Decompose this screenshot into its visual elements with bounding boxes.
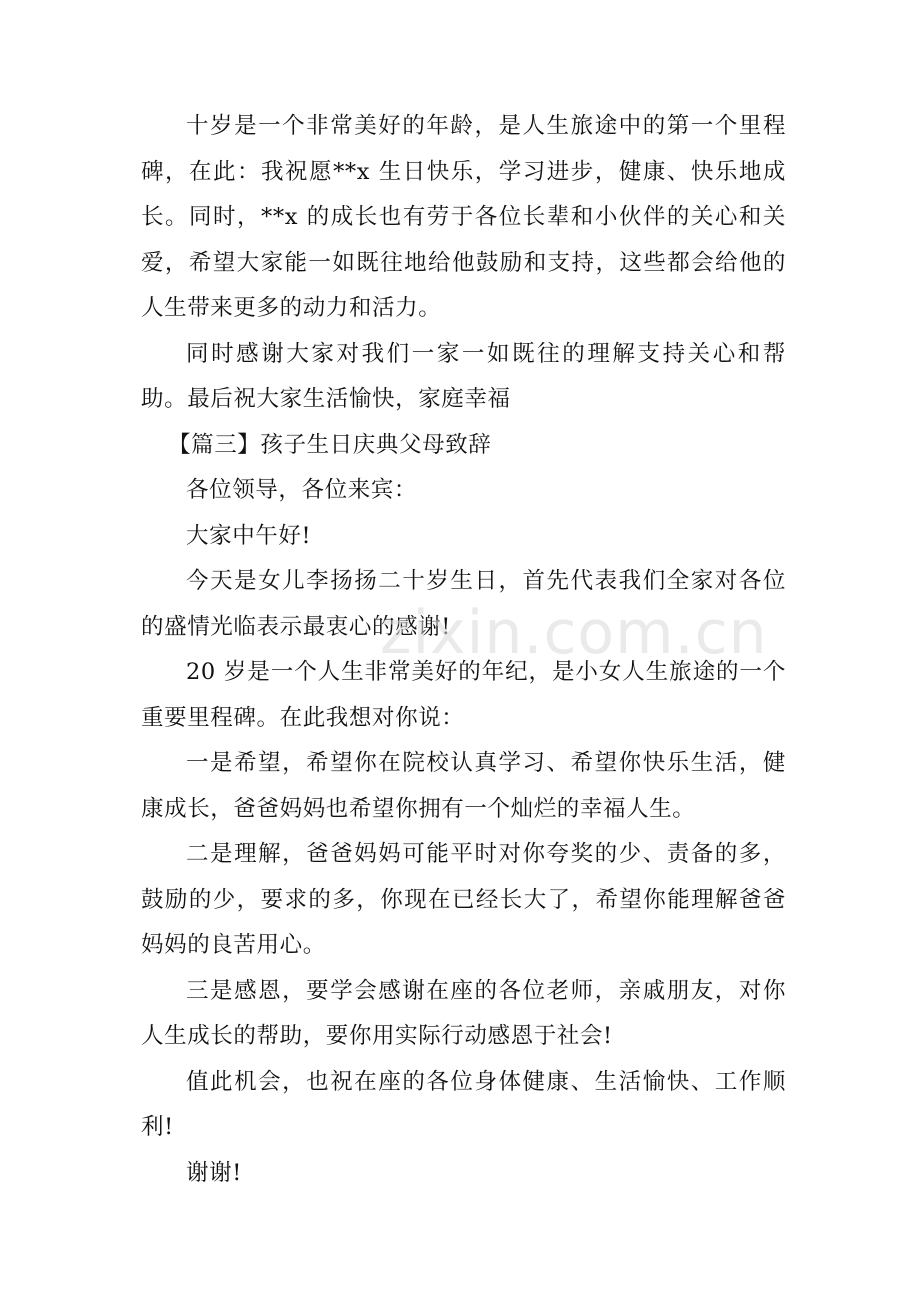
paragraph-hope: 一是希望，希望你在院校认真学习、希望你快乐生活，健康成长，爸爸妈妈也希望你拥有一个灿烂的幸福人生。 <box>141 750 786 822</box>
paragraph-birthday-wish: 十岁是一个非常美好的年龄，是人生旅途中的第一个里程碑，在此：我祝愿**x 生日快乐，学习进步，健康、快乐地成长。同时，**x 的成长也有劳于各位长辈和小伙伴的关心和关爱，希望大家能一如既往地给他鼓励和支持，这些都会给他的人生带来更多的动力和活力。 <box>141 113 786 321</box>
paragraph-welcome: 今天是女儿李扬扬二十岁生日，首先代表我们全家对各位的盛情光临表示最衷心的感谢! <box>141 568 786 640</box>
paragraph-good-noon: 大家中午好! <box>186 522 312 549</box>
watermark-text: zixin.com.cn <box>380 598 768 668</box>
paragraph-thanks: 同时感谢大家对我们一家一如既往的理解支持关心和帮助。最后祝大家生活愉快，家庭幸福 <box>141 340 786 412</box>
paragraph-milestone: 20 岁是一个人生非常美好的年纪，是小女人生旅途的一个重要里程碑。在此我想对你说： <box>141 659 786 731</box>
document-body <box>141 104 786 1196</box>
paragraph-closing-wish: 值此机会，也祝在座的各位身体健康、生活愉快、工作顺利! <box>141 1068 786 1140</box>
section-heading: 【篇三】孩子生日庆典父母致辞 <box>168 431 492 458</box>
paragraph-greeting-guests: 各位领导，各位来宾： <box>186 477 418 503</box>
paragraph-thank-you: 谢谢! <box>186 1159 242 1186</box>
paragraph-gratitude: 三是感恩，要学会感谢在座的各位老师，亲戚朋友，对你人生成长的帮助，要你用实际行动感恩于社会! <box>141 977 786 1049</box>
paragraph-understanding: 二是理解，爸爸妈妈可能平时对你夸奖的少、责备的多，鼓励的少，要求的多，你现在已经长大了，希望你能理解爸爸妈妈的良苦用心。 <box>141 841 786 958</box>
